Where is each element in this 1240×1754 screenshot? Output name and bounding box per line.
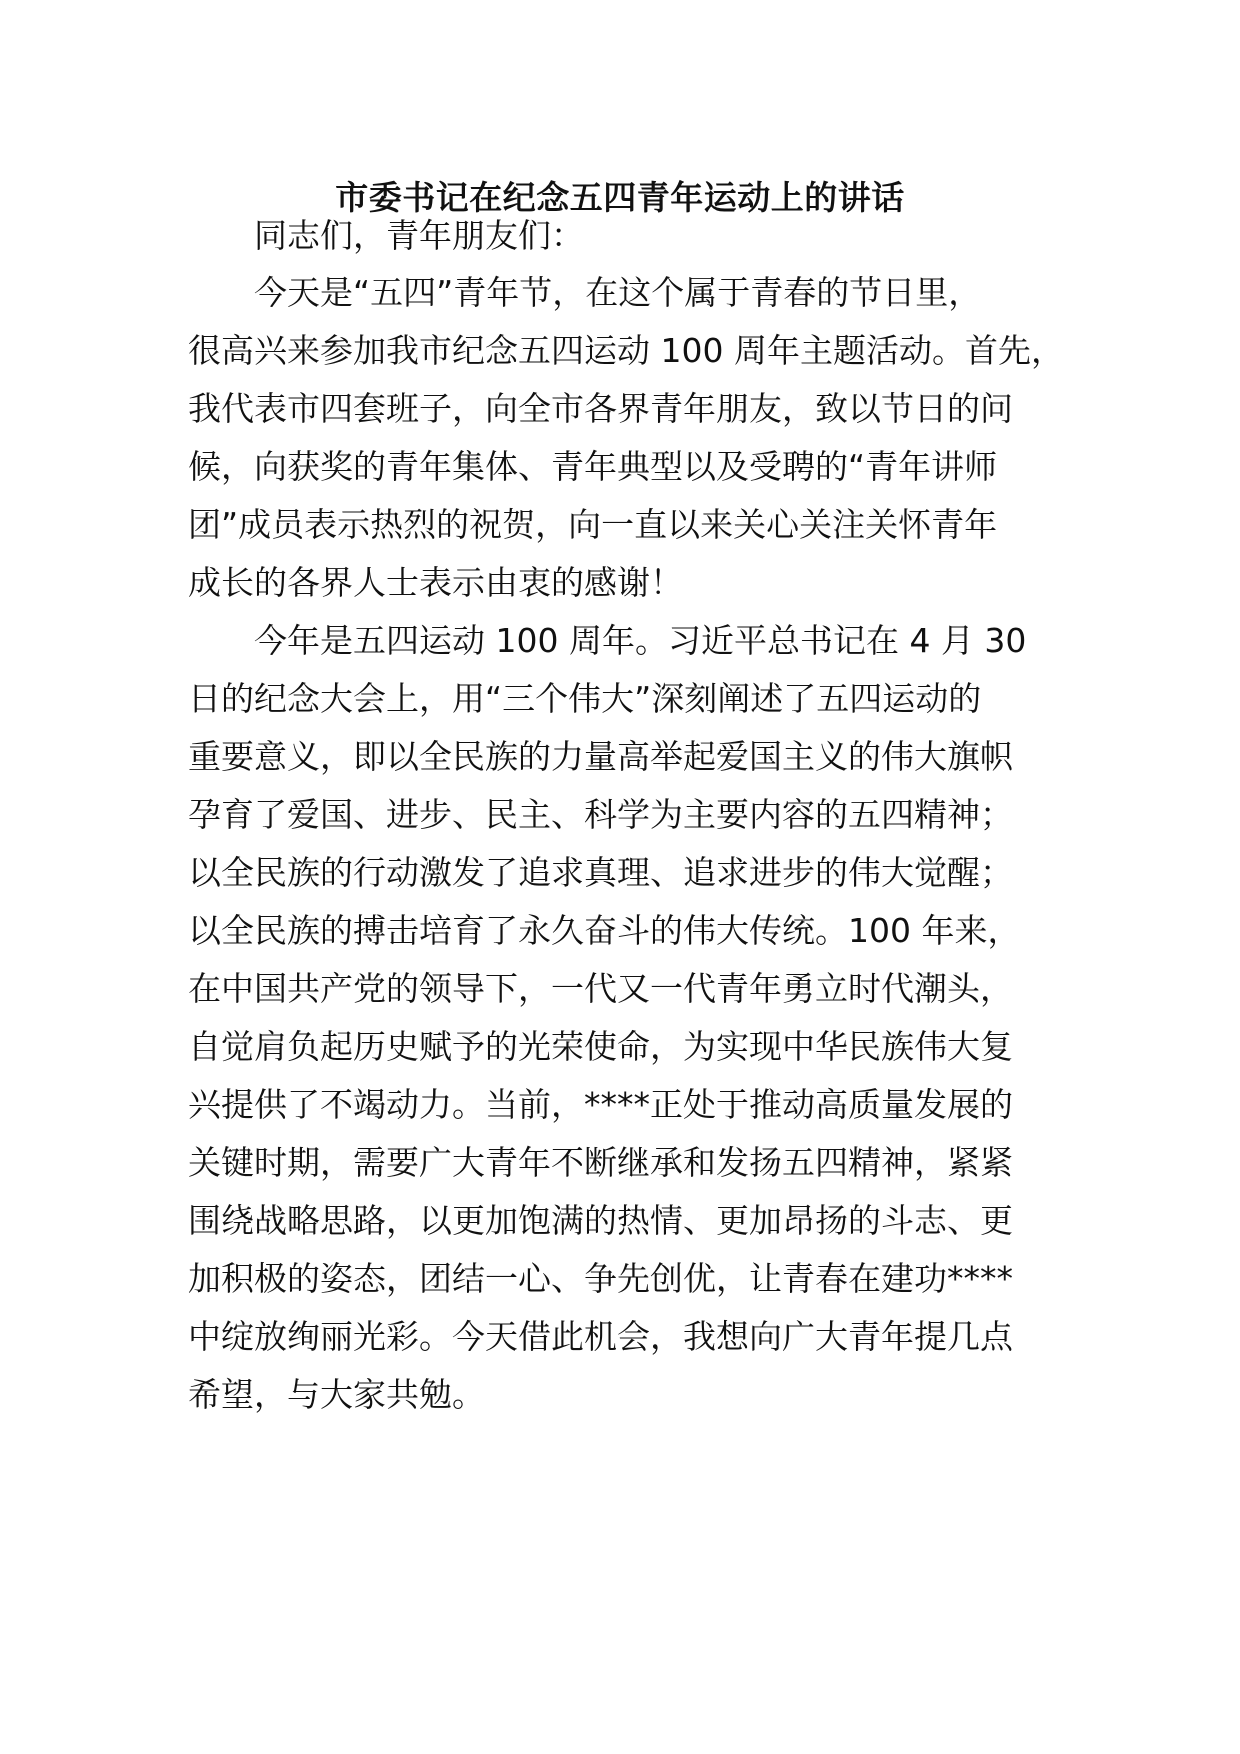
paragraph-1-line-5: 团”成员表示热烈的祝贺，向一直以来关心关注关怀青年 xyxy=(188,505,998,544)
paragraph-2-line-10: 关键时期，需要广大青年不断继承和发扬五四精神，紧紧 xyxy=(188,1143,1013,1182)
paragraph-2-line-7: 在中国共产党的领导下，一代又一代青年勇立时代潮头， xyxy=(188,969,1013,1008)
paragraph-2-line-6: 以全民族的搏击培育了永久奋斗的伟大传统。100 年来， xyxy=(188,911,1021,950)
paragraph-1-line-3: 我代表市四套班子，向全市各界青年朋友，致以节日的问 xyxy=(188,389,1013,428)
paragraph-2-line-8: 自觉肩负起历史赋予的光荣使命，为实现中华民族伟大复 xyxy=(188,1027,1013,1066)
paragraph-1-line-1: 今天是“五四”青年节，在这个属于青春的节日里， xyxy=(254,273,982,312)
paragraph-2-line-1: 今年是五四运动 100 周年。习近平总书记在 4 月 30 xyxy=(254,621,1027,660)
salutation-line: 同志们，青年朋友们： xyxy=(254,216,584,255)
paragraph-2-line-9: 兴提供了不竭动力。当前，****正处于推动高质量发展的 xyxy=(188,1085,1013,1124)
paragraph-2-line-4: 孕育了爱国、进步、民主、科学为主要内容的五四精神； xyxy=(188,795,1013,834)
paragraph-2-line-13: 中绽放绚丽光彩。今天借此机会，我想向广大青年提几点 xyxy=(188,1317,1013,1356)
paragraph-1-line-4: 候，向获奖的青年集体、青年典型以及受聘的“青年讲师 xyxy=(188,447,998,486)
paragraph-2-line-3: 重要意义，即以全民族的力量高举起爱国主义的伟大旗帜 xyxy=(188,737,1013,776)
document-title: 市委书记在纪念五四青年运动上的讲话 xyxy=(335,178,905,217)
paragraph-2-line-12: 加积极的姿态，团结一心、争先创优，让青春在建功**** xyxy=(188,1259,1013,1298)
paragraph-2-line-2: 日的纪念大会上，用“三个伟大”深刻阐述了五四运动的 xyxy=(188,679,982,718)
paragraph-1-line-6: 成长的各界人士表示由衷的感谢！ xyxy=(188,563,683,602)
paragraph-1-line-2: 很高兴来参加我市纪念五四运动 100 周年主题活动。首先， xyxy=(188,331,1064,370)
paragraph-2-line-11: 围绕战略思路，以更加饱满的热情、更加昂扬的斗志、更 xyxy=(188,1201,1013,1240)
paragraph-2-line-5: 以全民族的行动激发了追求真理、追求进步的伟大觉醒； xyxy=(188,853,1013,892)
paragraph-2-line-14: 希望，与大家共勉。 xyxy=(188,1375,485,1414)
